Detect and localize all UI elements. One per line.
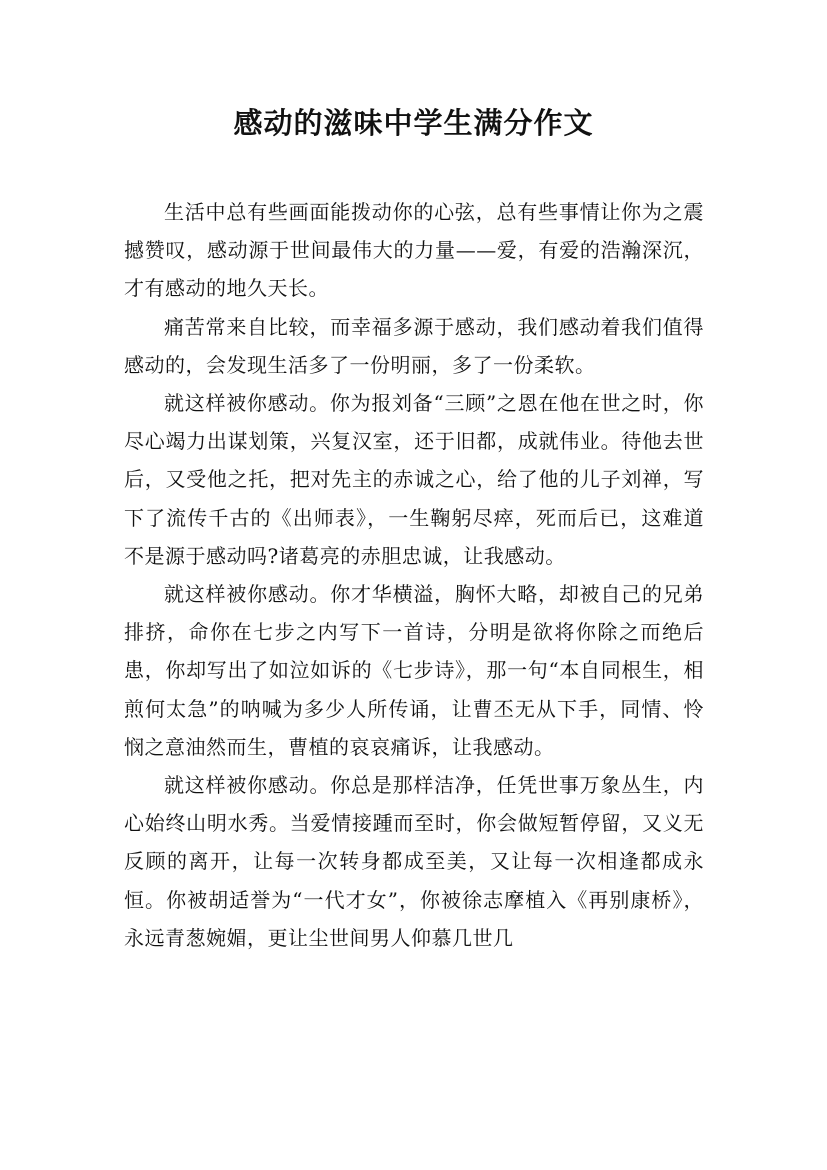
paragraph-2: 痛苦常来自比较，而幸福多源于感动，我们感动着我们值得感动的，会发现生活多了一份明丽，多了一份柔软。 [124,314,704,377]
document-title: 感动的滋味中学生满分作文 [233,106,594,140]
paragraph-4: 就这样被你感动。你才华横溢，胸怀大略，却被自己的兄弟排挤，命你在七步之内写下一首诗，分明是欲将你除之而绝后患，你却写出了如泣如诉的《七步诗》，那一句“本自同根生，相煎何太急”的呐喊为多少人所传诵，让曹丕无从下手，同情、怜悯之意油然而生，曹植的哀哀痛诉，让我感动。 [124,582,704,759]
paragraph-5: 就这样被你感动。你总是那样洁净，任凭世事万象丛生，内心始终山明水秀。当爱情接踵而至时，你会做短暂停留，又义无反顾的离开，让每一次转身都成至美，又让每一次相逢都成永恒。你被胡适誉为“一代才女”，你被徐志摩植入《再别康桥》，永远青葱婉媚，更让尘世间男人仰慕几世几 [124,773,704,950]
paragraph-1: 生活中总有些画面能拨动你的心弦，总有些事情让你为之震撼赞叹，感动源于世间最伟大的力量——爱，有爱的浩瀚深沉，才有感动的地久天长。 [124,200,704,301]
document-body [124,193,704,957]
paragraph-3: 就这样被你感动。你为报刘备“三顾”之恩在他在世之时，你尽心竭力出谋划策，兴复汉室，还于旧都，成就伟业。待他去世后，又受他之托，把对先主的赤诚之心，给了他的儿子刘禅，写下了流传千古的《出师表》，一生鞠躬尽瘁，死而后已，这难道不是源于感动吗?诸葛亮的赤胆忠诚，让我感动。 [124,391,704,568]
